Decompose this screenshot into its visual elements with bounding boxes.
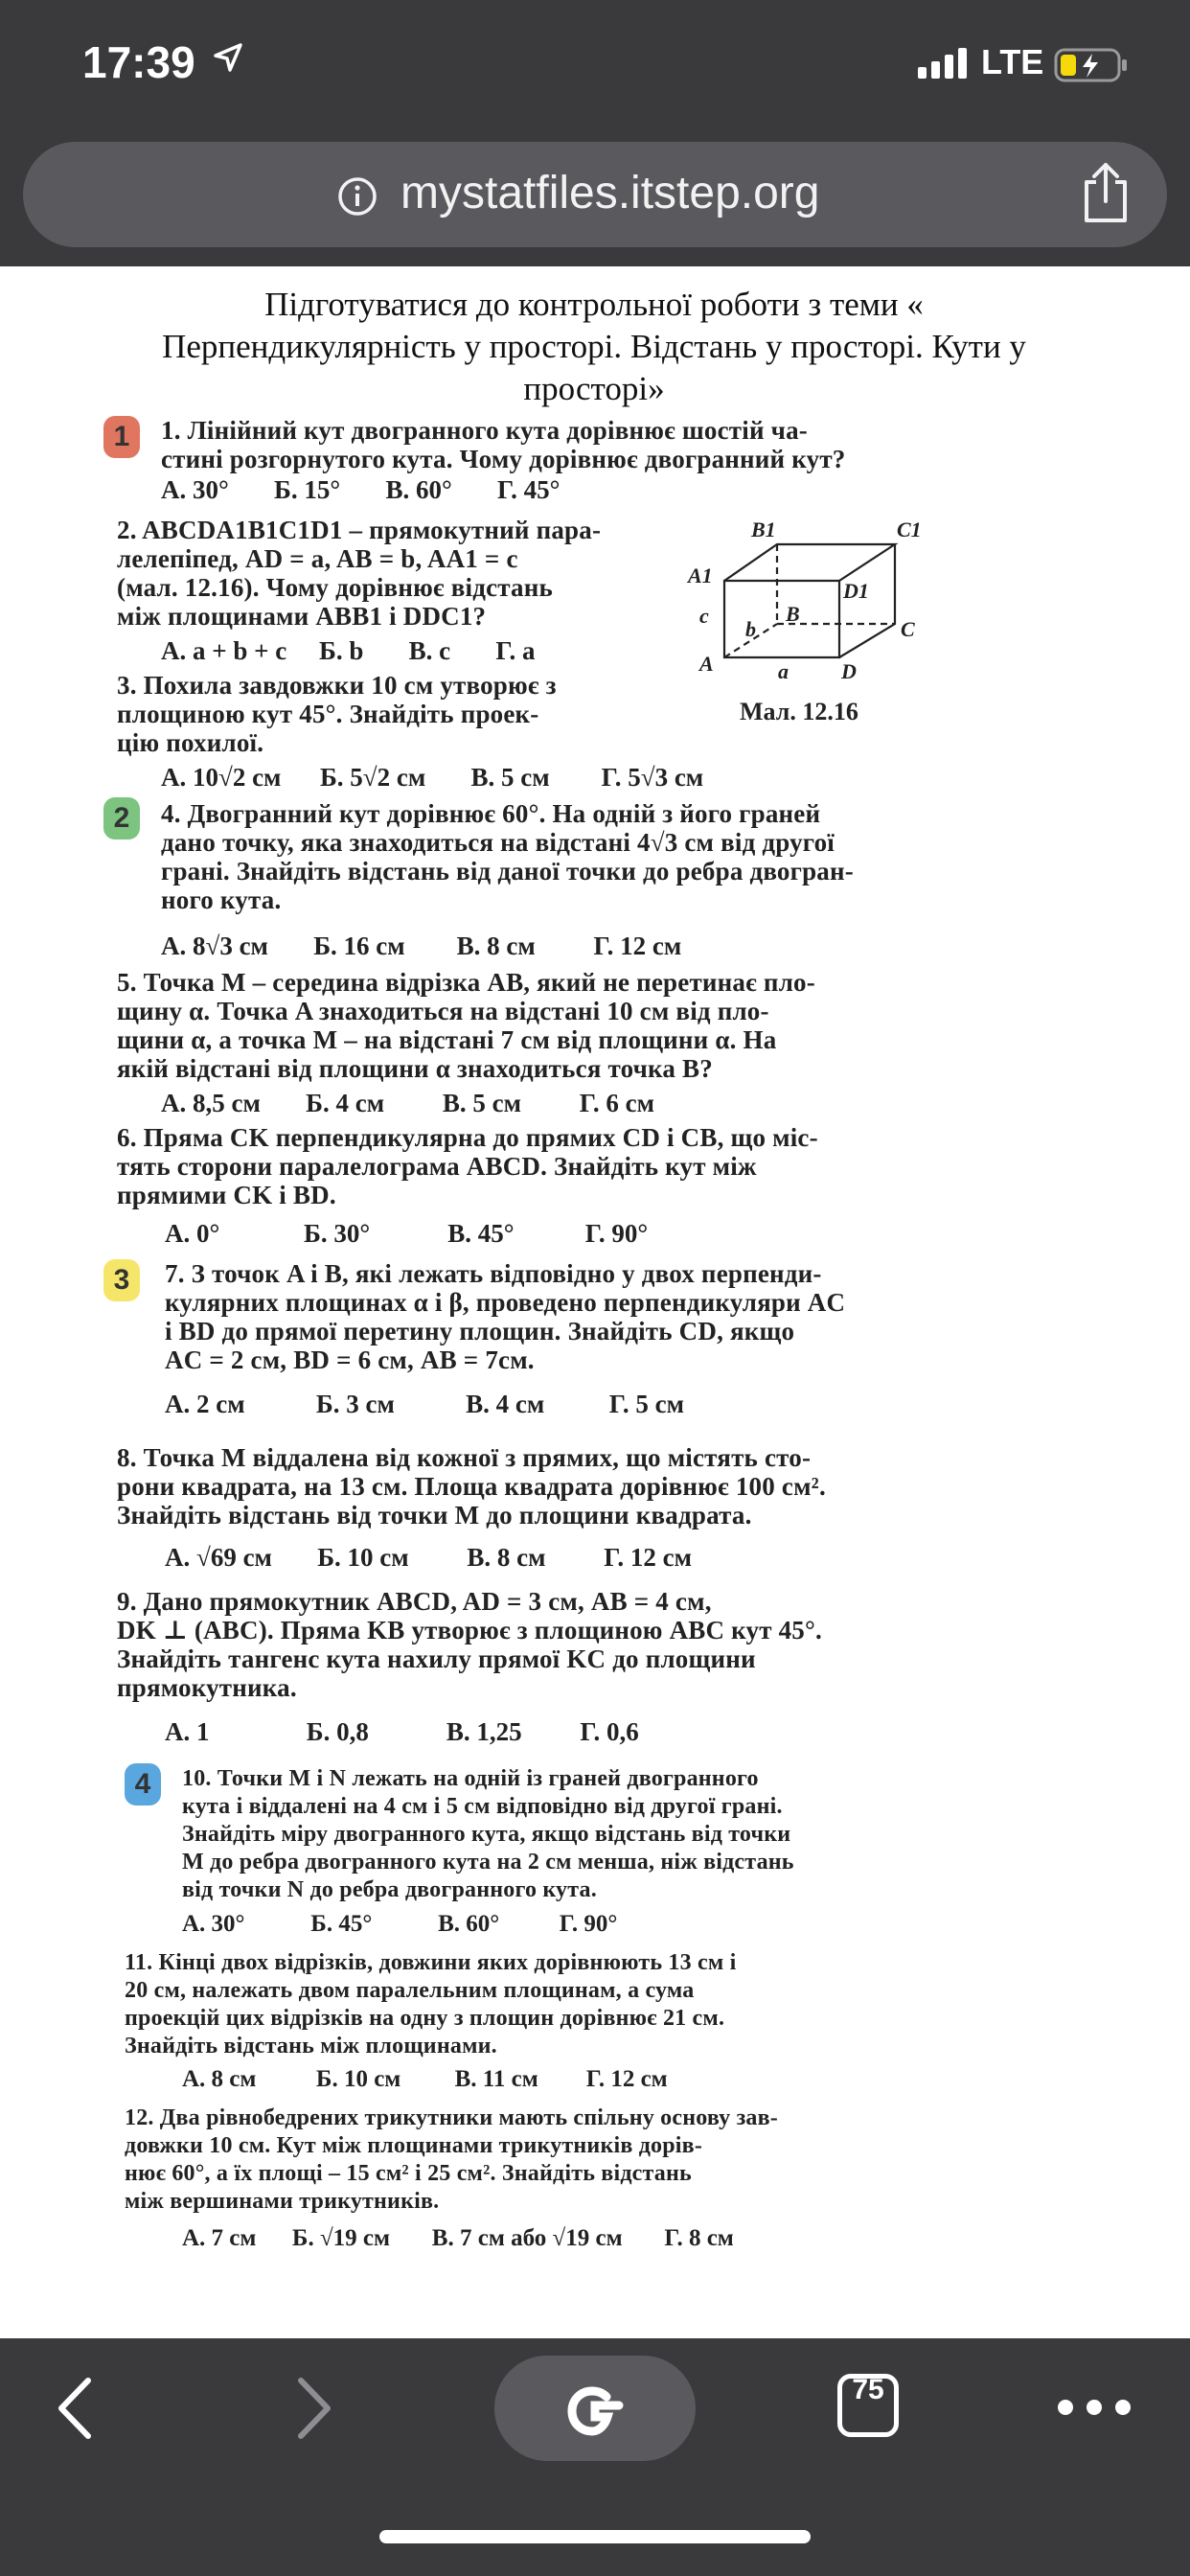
level-1-badge: 1 — [103, 416, 140, 458]
level-2-badge: 2 — [103, 797, 140, 840]
question-11: 11. Кінці двох відрізків, довжини яких дорівнюють 13 см і 20 см, належать двом паралельним площинам, а сума проекцій цих відрізків на одну з площин дорівнює 21 см. Знайдіть відстань між площинами. — [125, 1950, 737, 2058]
back-icon[interactable] — [52, 2375, 100, 2442]
url-text[interactable]: mystatfiles.itstep.org — [400, 168, 820, 218]
question-11-options: А. 8 см Б. 10 см В. 11 см Г. 12 см — [182, 2066, 668, 2092]
question-9: 9. Дано прямокутник ABCD, AD = 3 см, AB = 4 см, DK ⊥ (ABC). Пряма KB утворює з площиною ABC кут 45°. Знайдіть тангенс кута нахилу прямої KC до площини прямокутника. — [117, 1587, 822, 1702]
question-6: 6. Пряма CK перпендикулярна до прямих CD і CB, що міс- тять сторони паралелограма ABCD. Знайдіть кут між прямими CK і BD. — [117, 1123, 818, 1209]
question-9-options: А. 1 Б. 0,8 В. 1,25 Г. 0,6 — [165, 1717, 639, 1746]
vertex-label: C — [901, 617, 915, 641]
question-1-options: А. 30° Б. 15° В. 60° Г. 45° — [161, 475, 561, 504]
battery-charging-icon — [1054, 46, 1129, 84]
question-2-options: А. a + b + c Б. b В. c Г. a — [161, 636, 536, 665]
question-10-options: А. 30° Б. 45° В. 60° Г. 90° — [182, 1911, 618, 1937]
question-2: 2. ABCDA1B1C1D1 – прямокутний пара- лелепіпед, AD = a, AB = b, AA1 = c (мал. 12.16). Чому дорівнює відстань між площинами ABB1 і DDC1? — [117, 516, 602, 631]
vertex-label: B — [786, 602, 800, 626]
forward-icon[interactable] — [289, 2375, 337, 2442]
google-icon[interactable] — [560, 2377, 629, 2446]
edge-label: c — [699, 604, 709, 628]
parallelepiped-figure — [686, 514, 937, 696]
question-5: 5. Точка M – середина відрізка AB, який не перетинає пло- щину α. Точка A знаходиться на відстані 10 см від пло- щини α, а точка M – на відстані 7 см від площини α. На якій відстані від площини α знаходиться точка B? — [117, 968, 815, 1083]
title-line: Підготуватися до контрольної роботи з теми « — [264, 286, 924, 323]
signal-icon — [918, 48, 972, 79]
edge-label: b — [745, 617, 756, 641]
question-3-options: А. 10√2 см Б. 5√2 см В. 5 см Г. 5√3 см — [161, 763, 704, 792]
title-line: Перпендикулярність у просторі. Відстань у просторі. Кути у — [162, 328, 1026, 365]
question-10: 10. Точки M і N лежать на одній із граней двогранного кута і віддалені на 4 см і 5 см відповідно від другої грані. Знайдіть міру двогранного кута, якщо відстань від точки M до ребра двогранного кута на 2 см менша, ніж відстань від точки N до ребра двогранного кута. — [182, 1766, 794, 1902]
question-6-options: А. 0° Б. 30° В. 45° Г. 90° — [165, 1219, 649, 1248]
level-3-badge: 3 — [103, 1259, 140, 1301]
title-line: просторі» — [523, 370, 665, 407]
network-type: LTE — [981, 42, 1044, 81]
figure-caption: Мал. 12.16 — [740, 698, 858, 725]
vertex-label: A1 — [688, 564, 713, 587]
edge-label: a — [778, 659, 789, 683]
question-12: 12. Два рівнобедрених трикутники мають спільну основу зав- довжки 10 см. Кут між площинами трикутників дорів- нює 60°, а їх площі – 15 см² і 25 см². Знайдіть відстань між вершинами трикутників. — [125, 2105, 778, 2214]
vertex-label: A — [699, 652, 714, 676]
question-5-options: А. 8,5 см Б. 4 см В. 5 см Г. 6 см — [161, 1089, 654, 1117]
document-title — [115, 284, 1073, 410]
question-7-options: А. 2 см Б. 3 см В. 4 см Г. 5 см — [165, 1390, 684, 1418]
question-3: 3. Похила завдовжки 10 см утворює з площиною кут 45°. Знайдіть проек- цію похилої. — [117, 671, 557, 757]
home-indicator[interactable] — [379, 2530, 811, 2543]
question-1: 1. Лінійний кут двогранного кута дорівнює шостій ча- стині розгорнутого кута. Чому дорівнює двогранний кут? — [161, 416, 846, 473]
location-arrow-icon — [213, 42, 243, 73]
question-7: 7. З точок A і B, які лежать відповідно у двох перпенди- кулярних площинах α і β, проведено перпендикуляри AC і BD до прямої перетину площин. Знайдіть CD, якщо AC = 2 см, BD = 6 см, AB = 7см. — [165, 1259, 846, 1374]
question-8: 8. Точка M віддалена від кожної з прямих, що містять сто- рони квадрата, на 13 см. Площа квадрата дорівнює 100 см². Знайдіть відстань від точки M до площини квадрата. — [117, 1443, 826, 1530]
share-icon[interactable] — [1079, 161, 1133, 224]
tab-count[interactable]: 75 — [852, 2374, 884, 2405]
vertex-label: C1 — [897, 518, 922, 541]
vertex-label: B1 — [751, 518, 776, 541]
status-time: 17:39 — [82, 37, 195, 87]
question-12-options: А. 7 см Б. √19 см В. 7 см або √19 см Г. 8 см — [182, 2225, 734, 2251]
question-8-options: А. √69 см Б. 10 см В. 8 см Г. 12 см — [165, 1543, 693, 1572]
vertex-label: D — [841, 659, 857, 683]
question-4-options: А. 8√3 см Б. 16 см В. 8 см Г. 12 см — [161, 932, 682, 960]
vertex-label: D1 — [843, 579, 869, 603]
question-4: 4. Двогранний кут дорівнює 60°. На одній з його граней дано точку, яка знаходиться на відстані 4√3 см від другої грані. Знайдіть відстань від даної точки до ребра двогран- ного кута. — [161, 799, 854, 914]
info-icon[interactable] — [337, 176, 378, 217]
level-4-badge: 4 — [125, 1763, 161, 1806]
more-icon[interactable] — [1056, 2396, 1133, 2419]
